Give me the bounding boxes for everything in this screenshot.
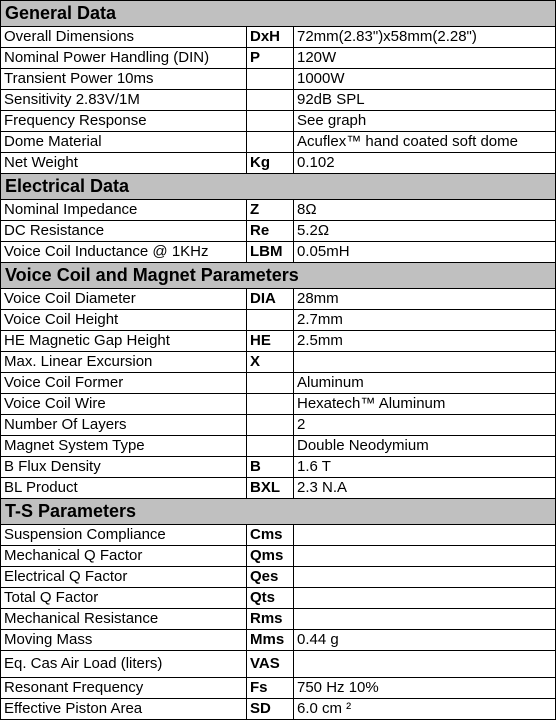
parameter-name-cell: Dome Material: [1, 132, 247, 153]
parameter-name-cell: BL Product: [1, 478, 247, 499]
table-row: [1, 651, 556, 678]
parameter-value-cell: Hexatech™ Aluminum: [294, 394, 556, 415]
section-title: General Data: [1, 1, 556, 27]
parameter-symbol-cell: B: [247, 457, 294, 478]
table-row: [1, 630, 556, 651]
table-row: [1, 394, 556, 415]
parameter-symbol-cell: Rms: [247, 609, 294, 630]
section-header-row: [1, 1, 556, 27]
table-row: [1, 289, 556, 310]
parameter-value-cell: 72mm(2.83")x58mm(2.28"): [294, 27, 556, 48]
table-row: [1, 699, 556, 720]
parameter-name-cell: Electrical Q Factor: [1, 567, 247, 588]
table-row: [1, 27, 556, 48]
table-row: [1, 69, 556, 90]
parameter-name-cell: Number Of Layers: [1, 415, 247, 436]
parameter-name-cell: Eq. Cas Air Load (liters): [1, 651, 247, 678]
table-row: [1, 457, 556, 478]
parameter-name-cell: DC Resistance: [1, 221, 247, 242]
parameter-name-cell: Suspension Compliance: [1, 525, 247, 546]
parameter-name-cell: Overall Dimensions: [1, 27, 247, 48]
table-row: [1, 48, 556, 69]
table-row: [1, 415, 556, 436]
parameter-name-cell: Mechanical Resistance: [1, 609, 247, 630]
parameter-symbol-cell: [247, 90, 294, 111]
parameter-value-cell: 2.5mm: [294, 331, 556, 352]
parameter-symbol-cell: Fs: [247, 678, 294, 699]
parameter-value-cell: Double Neodymium: [294, 436, 556, 457]
parameter-value-cell: 2.7mm: [294, 310, 556, 331]
table-row: [1, 331, 556, 352]
section-header-row: [1, 499, 556, 525]
parameter-value-cell: 1000W: [294, 69, 556, 90]
parameter-value-cell: 0.102: [294, 153, 556, 174]
parameter-name-cell: Transient Power 10ms: [1, 69, 247, 90]
parameter-symbol-cell: SD: [247, 699, 294, 720]
parameter-name-cell: Net Weight: [1, 153, 247, 174]
table-row: [1, 90, 556, 111]
parameter-value-cell: 5.2Ω: [294, 221, 556, 242]
table-row: [1, 153, 556, 174]
table-row: [1, 242, 556, 263]
parameter-symbol-cell: Qms: [247, 546, 294, 567]
table-row: [1, 525, 556, 546]
table-row: [1, 221, 556, 242]
parameter-symbol-cell: [247, 69, 294, 90]
parameter-name-cell: Voice Coil Former: [1, 373, 247, 394]
parameter-name-cell: Moving Mass: [1, 630, 247, 651]
parameter-symbol-cell: [247, 394, 294, 415]
parameter-name-cell: Nominal Power Handling (DIN): [1, 48, 247, 69]
parameter-symbol-cell: HE: [247, 331, 294, 352]
parameter-symbol-cell: LBM: [247, 242, 294, 263]
parameter-value-cell: 2: [294, 415, 556, 436]
parameter-symbol-cell: DxH: [247, 27, 294, 48]
parameter-value-cell: [294, 588, 556, 609]
parameter-value-cell: 6.0 cm ²: [294, 699, 556, 720]
parameter-symbol-cell: [247, 310, 294, 331]
parameter-symbol-cell: Re: [247, 221, 294, 242]
table-row: [1, 478, 556, 499]
parameter-value-cell: Acuflex™ hand coated soft dome: [294, 132, 556, 153]
parameter-symbol-cell: Cms: [247, 525, 294, 546]
section-header-row: [1, 174, 556, 200]
parameter-value-cell: See graph: [294, 111, 556, 132]
parameter-value-cell: 0.05mH: [294, 242, 556, 263]
parameter-symbol-cell: Z: [247, 200, 294, 221]
table-row: [1, 200, 556, 221]
table-row: [1, 373, 556, 394]
parameter-value-cell: 0.44 g: [294, 630, 556, 651]
parameter-name-cell: Max. Linear Excursion: [1, 352, 247, 373]
parameter-symbol-cell: [247, 436, 294, 457]
parameter-symbol-cell: X: [247, 352, 294, 373]
specifications-table-body: [1, 1, 556, 720]
parameter-value-cell: 750 Hz 10%: [294, 678, 556, 699]
table-row: [1, 546, 556, 567]
parameter-symbol-cell: [247, 373, 294, 394]
parameter-name-cell: B Flux Density: [1, 457, 247, 478]
parameter-symbol-cell: VAS: [247, 651, 294, 678]
parameter-value-cell: 8Ω: [294, 200, 556, 221]
parameter-symbol-cell: Qts: [247, 588, 294, 609]
parameter-name-cell: Frequency Response: [1, 111, 247, 132]
parameter-symbol-cell: P: [247, 48, 294, 69]
parameter-symbol-cell: DIA: [247, 289, 294, 310]
parameter-value-cell: [294, 352, 556, 373]
parameter-symbol-cell: [247, 415, 294, 436]
parameter-value-cell: Aluminum: [294, 373, 556, 394]
parameter-value-cell: 2.3 N.A: [294, 478, 556, 499]
parameter-value-cell: [294, 651, 556, 678]
parameter-name-cell: Effective Piston Area: [1, 699, 247, 720]
parameter-name-cell: Mechanical Q Factor: [1, 546, 247, 567]
parameter-name-cell: Voice Coil Inductance @ 1KHz: [1, 242, 247, 263]
parameter-symbol-cell: Mms: [247, 630, 294, 651]
parameter-name-cell: Voice Coil Height: [1, 310, 247, 331]
parameter-name-cell: Nominal Impedance: [1, 200, 247, 221]
table-row: [1, 111, 556, 132]
parameter-value-cell: 1.6 T: [294, 457, 556, 478]
table-row: [1, 678, 556, 699]
parameter-value-cell: [294, 609, 556, 630]
section-title: T-S Parameters: [1, 499, 556, 525]
table-row: [1, 132, 556, 153]
parameter-name-cell: Sensitivity 2.83V/1M: [1, 90, 247, 111]
table-row: [1, 352, 556, 373]
parameter-symbol-cell: [247, 132, 294, 153]
parameter-value-cell: 92dB SPL: [294, 90, 556, 111]
table-row: [1, 588, 556, 609]
parameter-name-cell: Voice Coil Diameter: [1, 289, 247, 310]
parameter-value-cell: [294, 567, 556, 588]
section-header-row: [1, 263, 556, 289]
parameter-value-cell: [294, 525, 556, 546]
parameter-name-cell: Total Q Factor: [1, 588, 247, 609]
parameter-name-cell: HE Magnetic Gap Height: [1, 331, 247, 352]
parameter-name-cell: Magnet System Type: [1, 436, 247, 457]
parameter-symbol-cell: [247, 111, 294, 132]
parameter-symbol-cell: BXL: [247, 478, 294, 499]
section-title: Electrical Data: [1, 174, 556, 200]
parameter-symbol-cell: Kg: [247, 153, 294, 174]
section-title: Voice Coil and Magnet Parameters: [1, 263, 556, 289]
parameter-value-cell: 120W: [294, 48, 556, 69]
table-row: [1, 609, 556, 630]
parameter-value-cell: [294, 546, 556, 567]
parameter-name-cell: Voice Coil Wire: [1, 394, 247, 415]
table-row: [1, 310, 556, 331]
table-row: [1, 567, 556, 588]
parameter-symbol-cell: Qes: [247, 567, 294, 588]
parameter-value-cell: 28mm: [294, 289, 556, 310]
table-row: [1, 436, 556, 457]
parameter-name-cell: Resonant Frequency: [1, 678, 247, 699]
